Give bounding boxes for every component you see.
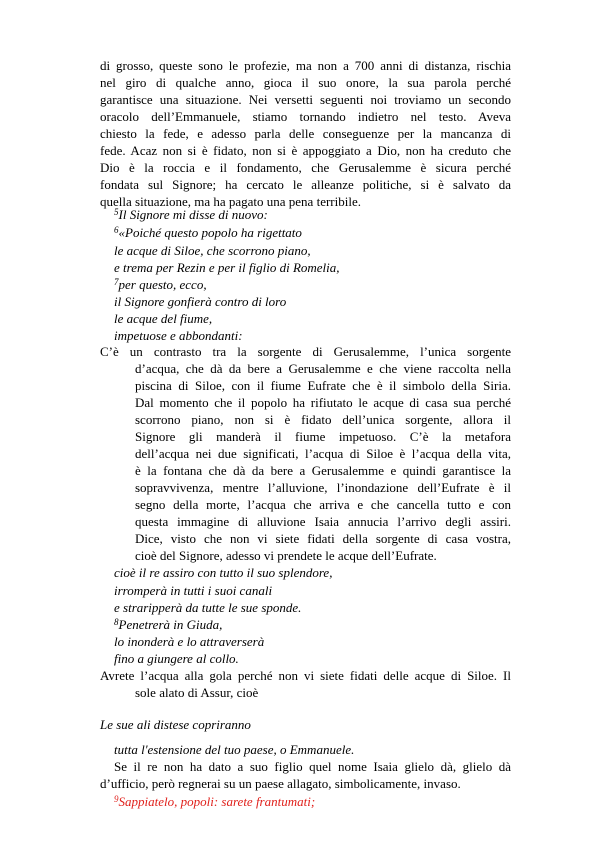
paragraph-2-line-11: questa immagine di alluvione Isaia annucia l’arrivo degli assiri. (135, 514, 511, 529)
verse-line: Le sue ali distese copriranno (100, 717, 251, 732)
paragraph-4-line-1: Se il re non ha dato a suo figlio quel nome Isaia glielo dà, glielo dà (114, 759, 511, 774)
verse-5 (114, 206, 268, 223)
paragraph-1-line-3: garantisce una situazione. Nei versetti seguenti noi troviamo un secondo (100, 92, 511, 107)
paragraph-1-line-6: fede. Acaz non si è fidato, non si è appoggiato a Dio, non ha creduto che (100, 143, 511, 158)
verse-line: cioè il re assiro con tutto il suo splendore, (114, 565, 333, 580)
paragraph-2-line-6: Signore gli manderà il fiume impetuoso. C’è la metafora (135, 429, 511, 444)
paragraph-1-line-8: fondata sul Signore; ha cercato le alleanze politiche, si è salvato da (100, 177, 511, 192)
verse-8 (114, 616, 222, 633)
paragraph-1-line-1: di grosso, queste sono le profezie, ma non a 700 anni di distanza, rischia (100, 58, 511, 73)
paragraph-1-line-7: Dio è la roccia e il fondamento, che Gerusalemme è sicura perché (100, 160, 511, 175)
paragraph-2-line-5: scorrono piano, non si è fidato dell’unica sorgente, allora il (135, 412, 511, 427)
verse-line: irromperà in tutti i suoi canali (114, 583, 273, 598)
paragraph-2-line-1: C’è un contrasto tra la sorgente di Gerusalemme, l’unica sorgente (100, 344, 511, 359)
paragraph-2-line-7: dell’acqua nei due significati, l’acqua di Siloe è l’acqua della vita, (135, 446, 511, 461)
paragraph-3-line-2: sole alato di Assur, cioè (135, 685, 259, 700)
verse-line: tutta l'estensione del tuo paese, o Emmanuele. (114, 742, 355, 757)
verse-number-6: 6 (114, 225, 119, 235)
paragraph-3-line-1: Avrete l’acqua alla gola perché non vi siete fidati delle acque di Siloe. Il (100, 668, 511, 683)
paragraph-2-line-8: è la fontana che dà da bere a Gerusalemme e quindi garantisce la (135, 463, 511, 478)
paragraph-1-line-9: quella situazione, ma ha pagato una pena terribile. (100, 194, 361, 209)
verse-number-7: 7 (114, 277, 119, 287)
verse-7 (114, 276, 207, 293)
verse-6 (114, 224, 302, 241)
paragraph-2-line-2: d’acqua, che dà da bere a Gerusalemme e che viene raccolta nella (135, 361, 511, 376)
paragraph-2-line-4: Dal momento che il popolo ha rifiutato le acque di casa sua perché (135, 395, 511, 410)
verse-line: fino a giungere al collo. (114, 651, 239, 666)
verse-line: il Signore gonfierà contro di loro (114, 294, 287, 309)
verse-number-5: 5 (114, 207, 119, 217)
verse-number-9: 9 (114, 794, 119, 804)
paragraph-2-line-3: piscina di Siloe, con il fiume Eufrate che è il simbolo della Siria. (135, 378, 511, 393)
verse-9-text: Sappiatelo, popoli: sarete frantumati; (118, 794, 316, 809)
verse-line: impetuose e abbondanti: (114, 328, 243, 343)
verse-line: le acque del fiume, (114, 311, 213, 326)
paragraph-1-line-5: chiesto la fede, e adesso parla delle conseguenze per la mancanza di (100, 126, 511, 141)
paragraph-2-line-12: Dice, visto che non vi siete fidati della sorgente di casa vostra, (135, 531, 511, 546)
verse-line: e trema per Rezin e per il figlio di Romelia, (114, 260, 340, 275)
verse-9 (114, 793, 315, 810)
verse-8-text: Penetrerà in Giuda, (118, 617, 223, 632)
verse-6-text: «Poiché questo popolo ha rigettato (118, 225, 302, 240)
verse-line: le acque di Siloe, che scorrono piano, (114, 243, 311, 258)
paragraph-1-line-2: nel giro di qualche anno, gioca il suo onore, la sua parola perché (100, 75, 511, 90)
verse-5-text: Il Signore mi disse di nuovo: (118, 207, 268, 222)
verse-line: e straripperà da tutte le sue sponde. (114, 600, 302, 615)
paragraph-4-line-2: d’ufficio, però regnerai su un paese allagato, simbolicamente, invaso. (100, 776, 461, 791)
verse-7-text: per questo, ecco, (118, 277, 207, 292)
paragraph-2-line-10: segno della morte, l’acqua che arriva e che cancella tutto e con (135, 497, 511, 512)
paragraph-2-line-9: sopravvivenza, mentre l’alluvione, l’inondazione dell’Eufrate è il (135, 480, 511, 495)
paragraph-1-line-4: oracolo dell’Emmanuele, stiamo tornando indietro nel testo. Aveva (100, 109, 511, 124)
verse-number-8: 8 (114, 617, 119, 627)
paragraph-2-line-13: cioè del Signore, adesso vi prendete le acque dell’Eufrate. (135, 548, 437, 563)
verse-line: lo inonderà e lo attraverserà (114, 634, 265, 649)
